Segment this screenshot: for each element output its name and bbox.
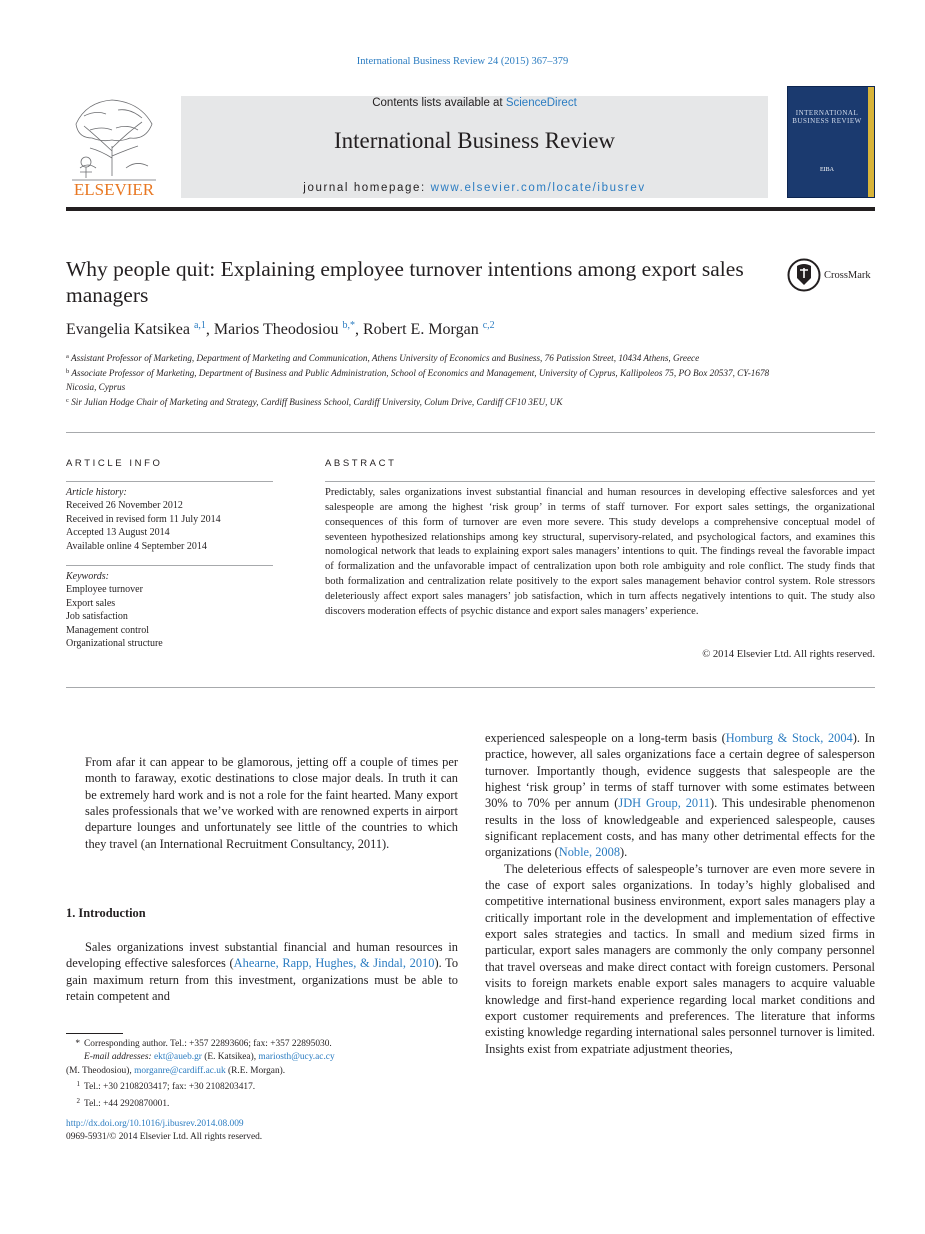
affiliations — [66, 350, 786, 410]
footnote-emails — [66, 1051, 458, 1064]
article-history — [66, 486, 276, 553]
crossmark-icon — [787, 258, 821, 292]
epigraph: From afar it can appear to be glamorous, jetting off a couple of times per month to faraway, exotic destinations to close major deals. In truth it can be extremely hard work and is not a role for the faint hearted. Many export sales professionals that we’ve worked with are renowned experts in airport departure lounges and unfortunately see little of the countries to which they travel (an International Recruitment Consultancy, 2011). — [85, 755, 458, 851]
contents-line — [181, 97, 768, 109]
paragraph-text: ). This undesirable phenomenon results in the loss of knowledgeable and experienced salespeople, causes significant replacement costs, and has many other detrimental effects for the organizations ( — [485, 796, 875, 860]
affiliation-key: a — [66, 353, 69, 360]
keywords — [66, 570, 276, 650]
abstract-copyright: © 2014 Elsevier Ltd. All rights reserved. — [702, 649, 875, 660]
keyword: Job satisfaction — [66, 611, 128, 623]
doi-block — [66, 1118, 458, 1145]
footnotes — [66, 1038, 458, 1111]
cover-title: INTERNATIONAL BUSINESS REVIEW — [792, 109, 862, 125]
homepage-link[interactable]: www.elsevier.com/locate/ibusrev — [430, 182, 646, 194]
footnote-text: Corresponding author. Tel.: +357 22893606; fax: +357 22895030. — [84, 1039, 332, 1049]
abstract-text: Predictably, sales organizations invest substantial financial and human resources in developing effective salesforces and yet salespeople are among the highest ‘risk group’ in terms of staff turnover. For export sales settings, the organizational consequences of this form of turnover are even more severe. This study develops a comprehensive conceptual model of seventeen hypothesized relationships among key structural, supervisory-related, and psychological factors, and examines this nomological network that leads to explaining export sales managers’ intentions to quit. The findings reveal the favorable impact of formalization and the unfavorable impact of centralization upon both role ambiguity and role conflict. The study finds that both formalization and centralization relate positively to the export sales management behavior control system. Role stressors deleteriously affect export sales managers’ job satisfaction, which in turn affects negatively intentions to quit. The study also discovers moderation effects of psychic distance and export sales managers’ experience. — [325, 487, 875, 617]
journal-name: International Business Review — [333, 128, 616, 153]
affiliation-key: b — [66, 368, 70, 376]
homepage-line — [181, 182, 768, 194]
email-label: E-mail addresses: — [84, 1052, 152, 1063]
journal-citation[interactable]: International Business Review 24 (2015) 367–379 — [356, 56, 569, 67]
email-owner: (E. Katsikea), — [201, 1052, 259, 1063]
body-paragraph: The deleterious effects of salespeople’s turnover are even more severe in the case of export sales organizations. In today’s highly globalised and competitive international business environment, export sales managers play a critically important role in the development and implementation of effective export sales strategies and tactics. In small and medium sized firms in particular, export sales managers are commonly the only company personnel that travel overseas and make direct contact with foreign customers. Personal visits to foreign markets enable export sales managers to acquire valuable knowledge and first-hand experience regarding local market conditions and export customer requirements and preferences. The literature that informs existing knowledge regarding international sales personnel turnover is limited. Insights exist from expatriate adjustment theories, — [485, 861, 875, 1056]
cover-footer: EIBA — [820, 167, 834, 173]
section-heading: 1. Introduction — [66, 906, 146, 920]
history-item: Received 26 November 2012 — [66, 500, 183, 512]
keywords-label: Keywords: — [66, 571, 109, 582]
author-affiliation-mark[interactable]: a,1 — [193, 320, 206, 331]
article-info-heading: ARTICLE INFO — [66, 458, 163, 469]
contents-prefix: Contents lists available at — [372, 97, 506, 109]
homepage-prefix: journal homepage: — [303, 182, 431, 194]
author-affiliation-mark[interactable]: c,2 — [482, 320, 495, 331]
email-link[interactable]: mariosth@ucy.ac.cy — [258, 1052, 335, 1063]
paragraph-text: Sales organizations invest substantial financial and human resources in developing effective salesforces ( — [66, 940, 458, 971]
cover-stripe — [868, 87, 874, 197]
author-separator: , — [355, 321, 363, 338]
email-link[interactable]: ekt@aueb.gr — [153, 1052, 202, 1063]
body-paragraph — [485, 730, 875, 861]
affiliation-text: Sir Julian Hodge Chair of Marketing and Strategy, Cardiff Business School, Cardiff University, Colum Drive, Cardiff CF10 3EU, UK — [71, 397, 563, 408]
divider — [66, 432, 875, 433]
footnote-corresponding — [66, 1038, 458, 1051]
author-list — [66, 320, 875, 339]
footnote-rule — [66, 1033, 123, 1034]
footnote-text: Tel.: +30 2108203417; fax: +30 2108203417. — [84, 1082, 256, 1093]
header-rule — [66, 207, 875, 211]
footnote-mark: 2 — [76, 1096, 80, 1105]
paragraph-text: experienced salespeople on a long-term basis ( — [485, 731, 726, 745]
divider — [325, 481, 875, 482]
abstract-heading: ABSTRACT — [325, 458, 397, 469]
elsevier-wordmark: ELSEVIER — [73, 180, 155, 198]
intro-paragraph — [66, 939, 458, 1004]
keyword: Export sales — [66, 597, 116, 609]
elsevier-tree-icon — [66, 96, 162, 198]
divider — [66, 565, 273, 566]
history-item: Accepted 13 August 2014 — [66, 527, 170, 539]
author-name: Marios Theodosiou — [213, 321, 339, 338]
doi-link[interactable]: http://dx.doi.org/10.1016/j.ibusrev.2014.08.009 — [66, 1119, 244, 1129]
email-owner: (R.E. Morgan). — [225, 1065, 286, 1076]
crossmark-label: CrossMark — [824, 270, 871, 281]
journal-cover-image — [787, 86, 875, 198]
affiliation-text: Assistant Professor of Marketing, Department of Marketing and Communication, Athens University of Economics and Business, 76 Patission Street, 10434 Athens, Greece — [71, 353, 700, 363]
keyword: Organizational structure — [66, 638, 163, 650]
history-item: Received in revised form 11 July 2014 — [66, 513, 221, 525]
email-link[interactable]: morganre@cardiff.ac.uk — [134, 1065, 226, 1076]
email-owner: (M. Theodosiou), — [66, 1065, 135, 1076]
footnote-mark: * — [75, 1039, 80, 1049]
author-separator: , — [205, 321, 214, 338]
footnote-2 — [66, 1095, 458, 1111]
author-name: Evangelia Katsikea — [66, 321, 190, 338]
article-title: Why people quit: Explaining employee turnover intentions among export sales managers — [66, 257, 744, 307]
footnote-mark: 1 — [76, 1080, 80, 1089]
elsevier-logo — [66, 96, 162, 198]
divider — [66, 687, 875, 688]
footnote-1 — [66, 1078, 458, 1094]
affiliation-text: Associate Professor of Marketing, Department of Business and Public Administration, School of Economics and Management, University of Cyprus, Kallipoleos 75, PO Box 20537, CY-1678 Nicosia, Cyprus — [66, 368, 770, 392]
footnote-emails-cont — [66, 1065, 458, 1078]
footnote-text: Tel.: +44 2920870001. — [84, 1098, 170, 1109]
history-label: Article history: — [66, 487, 127, 498]
divider — [66, 481, 273, 482]
affiliation — [66, 394, 786, 409]
paragraph-text: ). To gain maximum return from this investment, organizations must be able to retain competent and — [66, 956, 459, 1004]
affiliation-key: c — [66, 397, 69, 405]
right-column — [485, 730, 875, 1057]
citation-link[interactable]: Homburg & Stock, 2004 — [725, 731, 853, 745]
sciencedirect-link[interactable]: ScienceDirect — [505, 97, 577, 109]
paragraph-text: ). — [620, 845, 628, 860]
citation-link[interactable]: Ahearne, Rapp, Hughes, & Jindal, 2010 — [233, 956, 435, 971]
citation-link[interactable]: Noble, 2008 — [558, 845, 621, 860]
keyword: Management control — [66, 624, 150, 636]
paragraph-text: ). In practice, however, all sales organizations face a certain degree of salesperson turnover. Importantly though, evidence suggests that salespeople are the highest ‘risk group’ in terms of staff turnover with some estimates between 30% to 70% per annum ( — [485, 731, 875, 811]
citation-link[interactable]: JDH Group, 2011 — [618, 796, 711, 811]
history-item: Available online 4 September 2014 — [66, 540, 207, 552]
issn-line: 0969-5931/© 2014 Elsevier Ltd. All rights reserved. — [66, 1132, 263, 1143]
keyword: Employee turnover — [66, 584, 143, 596]
affiliation — [66, 350, 786, 365]
author-affiliation-mark[interactable]: b,* — [342, 320, 355, 331]
affiliation — [66, 365, 786, 394]
author-name: Robert E. Morgan — [363, 321, 479, 338]
